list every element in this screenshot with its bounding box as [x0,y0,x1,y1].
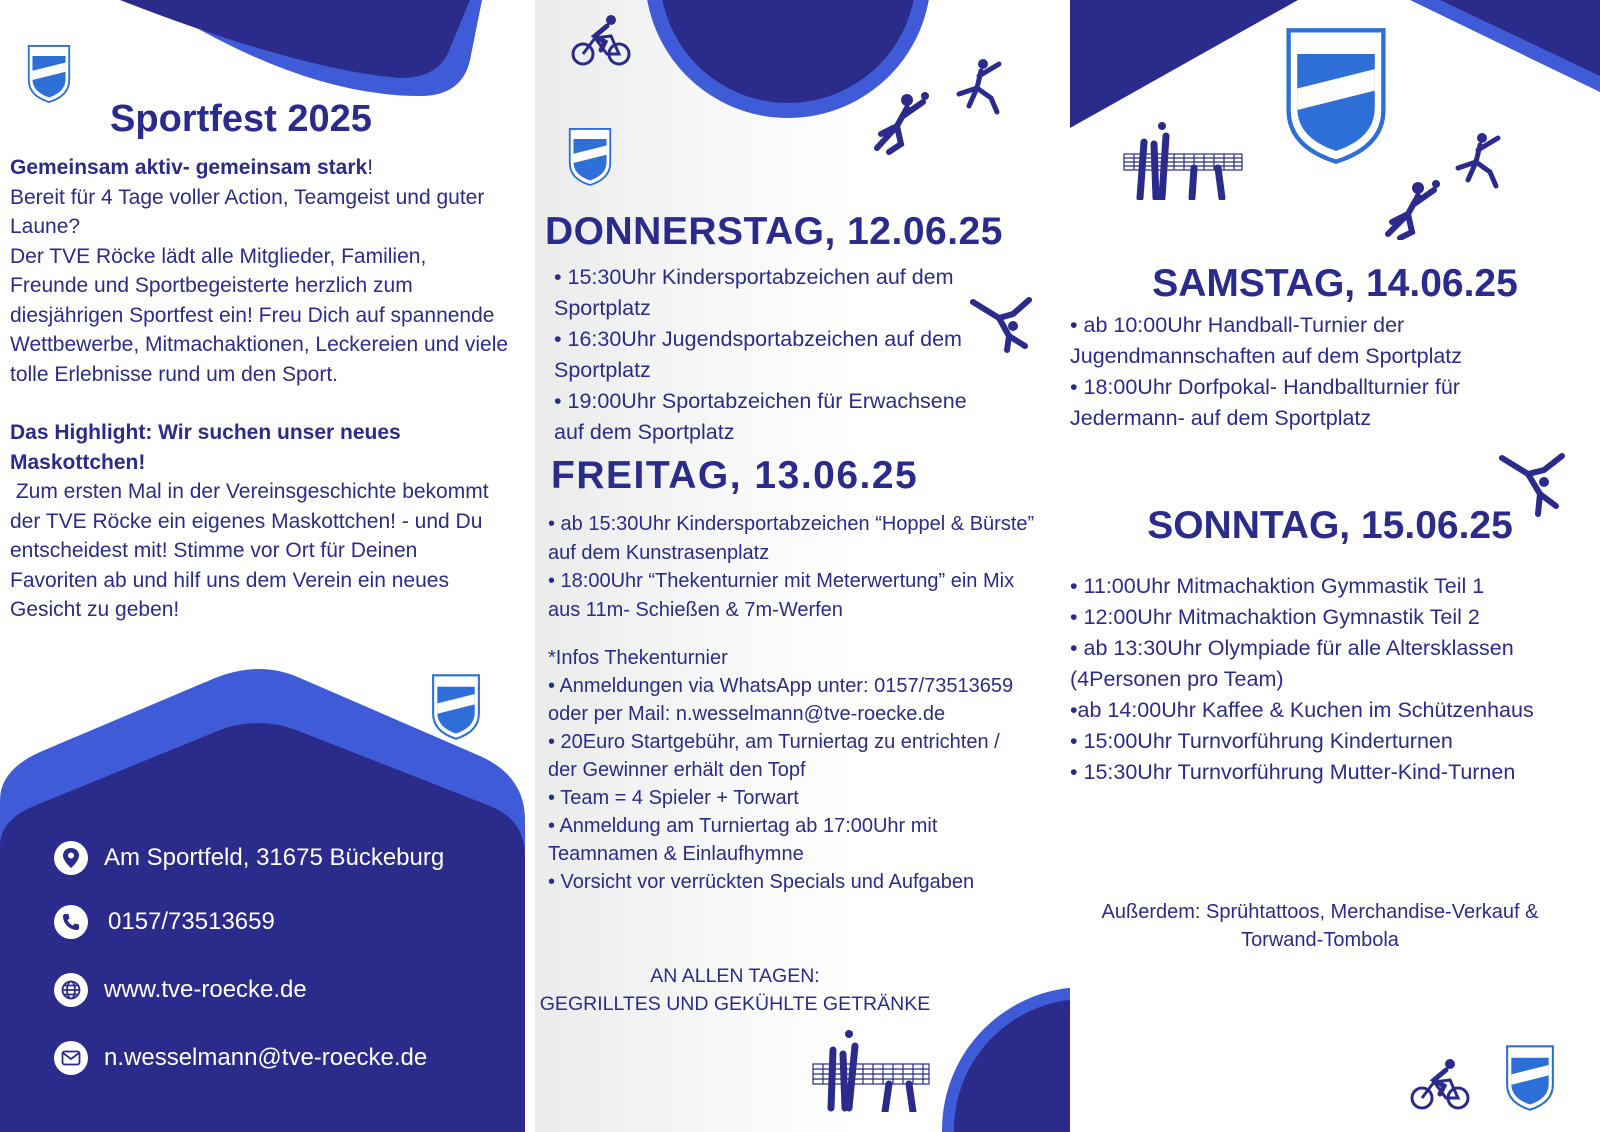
list-item: • Team = 4 Spieler + Torwart [548,787,799,809]
all-days-text: GEGRILLTES UND GEKÜHLTE GETRÄNKE [539,993,931,1015]
handball-player-icon [1380,178,1442,240]
cyclist-icon [571,12,631,68]
list-item: • Anmeldungen via WhatsApp unter: 0157/73513659 oder per Mail: n.wesselmann@tve-roecke.de [548,675,1014,725]
club-logo [567,127,613,187]
saturday-list [1070,310,1530,434]
handball-jumper-icon [1448,128,1510,190]
cyclist-icon [1410,1056,1470,1112]
tournament-info-title: *Infos Thekenturnier [548,647,728,669]
volleyball-players-icon [1122,120,1244,200]
contact-phone[interactable]: 0157/73513659 [108,908,275,935]
list-item: • 16:30Uhr Jugendsportabzeichen auf dem Sportplatz [554,327,962,382]
handball-player-icon [867,90,933,156]
list-item: • 18:00Uhr Dorfpokal- Handballturnier für Jedermann- auf dem Sportplatz [1070,375,1460,430]
club-logo [26,44,72,104]
handball-jumper-icon [947,54,1013,116]
contact-address: Am Sportfeld, 31675 Bückeburg [104,844,445,871]
club-logo-small [1504,1044,1556,1112]
intro-text [10,153,510,625]
extras-note: Außerdem: Sprühtattoos, Merchandise-Verkauf & Torwand-Tombola [1101,901,1539,951]
contact-email-row [54,1041,427,1075]
saturday-heading: SAMSTAG, 14.06.25 [1152,262,1518,305]
list-item: • 20Euro Startgebühr, am Turniertag zu entrichten / der Gewinner erhält den Topf [548,731,1000,781]
contact-website-row [54,973,307,1007]
friday-heading: FREITAG, 13.06.25 [551,454,919,497]
list-item: • ab 10:00Uhr Handball-Turnier der Jugendmannschaften auf dem Sportplatz [1070,313,1463,368]
list-item: • 15:30Uhr Kindersportabzeichen auf dem Sportplatz [554,265,954,320]
contact-phone-row [54,905,275,939]
list-item: • 15:30Uhr Turnvorführung Mutter-Kind-Turnen [1070,760,1516,784]
top-swoosh-decoration [0,0,535,110]
volleyball-players-icon [809,1028,933,1112]
list-item: • 19:00Uhr Sportabzeichen für Erwachsene auf dem Sportplatz [554,389,967,444]
sunday-heading: SONNTAG, 15.06.25 [1147,504,1513,547]
list-item: •ab 14:00Uhr Kaffee & Kuchen im Schützenhaus [1070,698,1534,722]
page-title: Sportfest 2025 [110,98,372,140]
list-item: • Vorsicht vor verrückten Specials und Aufgaben [548,871,975,893]
contact-website-link[interactable]: www.tve-roecke.de [104,976,307,1003]
all-days-note [535,962,935,1018]
intro-paragraph-1: Bereit für 4 Tage voller Action, Teamgeist und guter Laune? [10,185,485,238]
tournament-info [548,644,1028,896]
list-item: • ab 15:30Uhr Kindersportabzeichen “Hoppel & Bürste” auf dem Kunstrasenplatz [548,513,1035,564]
intro-paragraph-2: Der TVE Röcke lädt alle Mitglieder, Familien, Freunde und Sportbegeisterte herzlich zum diesjährigen Sportfest ein! Freu Dich auf spannende Wettbewerbe, Mitmachaktionen, Leckereien und viele tolle Erlebnisse rund um den Sport. [10,244,509,386]
program-panel-thu-fri [535,0,1070,1132]
all-days-title: AN ALLEN TAGEN: [650,965,820,987]
phone-icon [54,905,88,939]
slogan [10,153,510,183]
list-item: • 11:00Uhr Mitmachaktion Gymmastik Teil 1 [1070,574,1485,598]
list-item: • Anmeldung am Turniertag ab 17:00Uhr mit Teamnamen & Einlaufhymne [548,815,938,865]
location-pin-icon [54,841,88,875]
club-logo-small [430,673,482,741]
club-logo-large [1282,26,1390,166]
list-item: • ab 13:30Uhr Olympiade für alle Altersklassen (4Personen pro Team) [1070,636,1514,691]
friday-list [548,510,1048,624]
list-item: • 15:00Uhr Turnvorführung Kinderturnen [1070,729,1453,753]
intro-panel [0,0,535,1132]
mail-icon [54,1041,88,1075]
thursday-heading: DONNERSTAG, 12.06.25 [545,210,1003,253]
highlight-text: Zum ersten Mal in der Vereinsgeschichte bekommt der TVE Röcke ein eigenes Maskottchen! - und Du entscheidest mit! Stimme vor Ort für Deinen Favoriten ab und hilf uns dem Verein ein neues Gesicht zu geben! [10,480,495,621]
slogan-bold: Gemeinsam aktiv- gemeinsam stark [10,156,368,179]
list-item: • 12:00Uhr Mitmachaktion Gymnastik Teil 2 [1070,605,1480,629]
slogan-end: ! [367,156,374,179]
thursday-list [554,262,994,448]
contact-email-link[interactable]: n.wesselmann@tve-roecke.de [104,1044,428,1071]
sunday-list [1070,571,1570,788]
highlight-title: Das Highlight: Wir suchen unser neues Maskottchen! [10,421,401,474]
contact-address-row [54,841,444,875]
bottom-circle-decoration [940,985,1070,1132]
globe-icon [54,973,88,1007]
program-panel-sat-sun [1070,0,1600,1132]
list-item: • 18:00Uhr “Thekenturnier mit Meterwertung” ein Mix aus 11m- Schießen & 7m-Werfen [548,570,1015,621]
